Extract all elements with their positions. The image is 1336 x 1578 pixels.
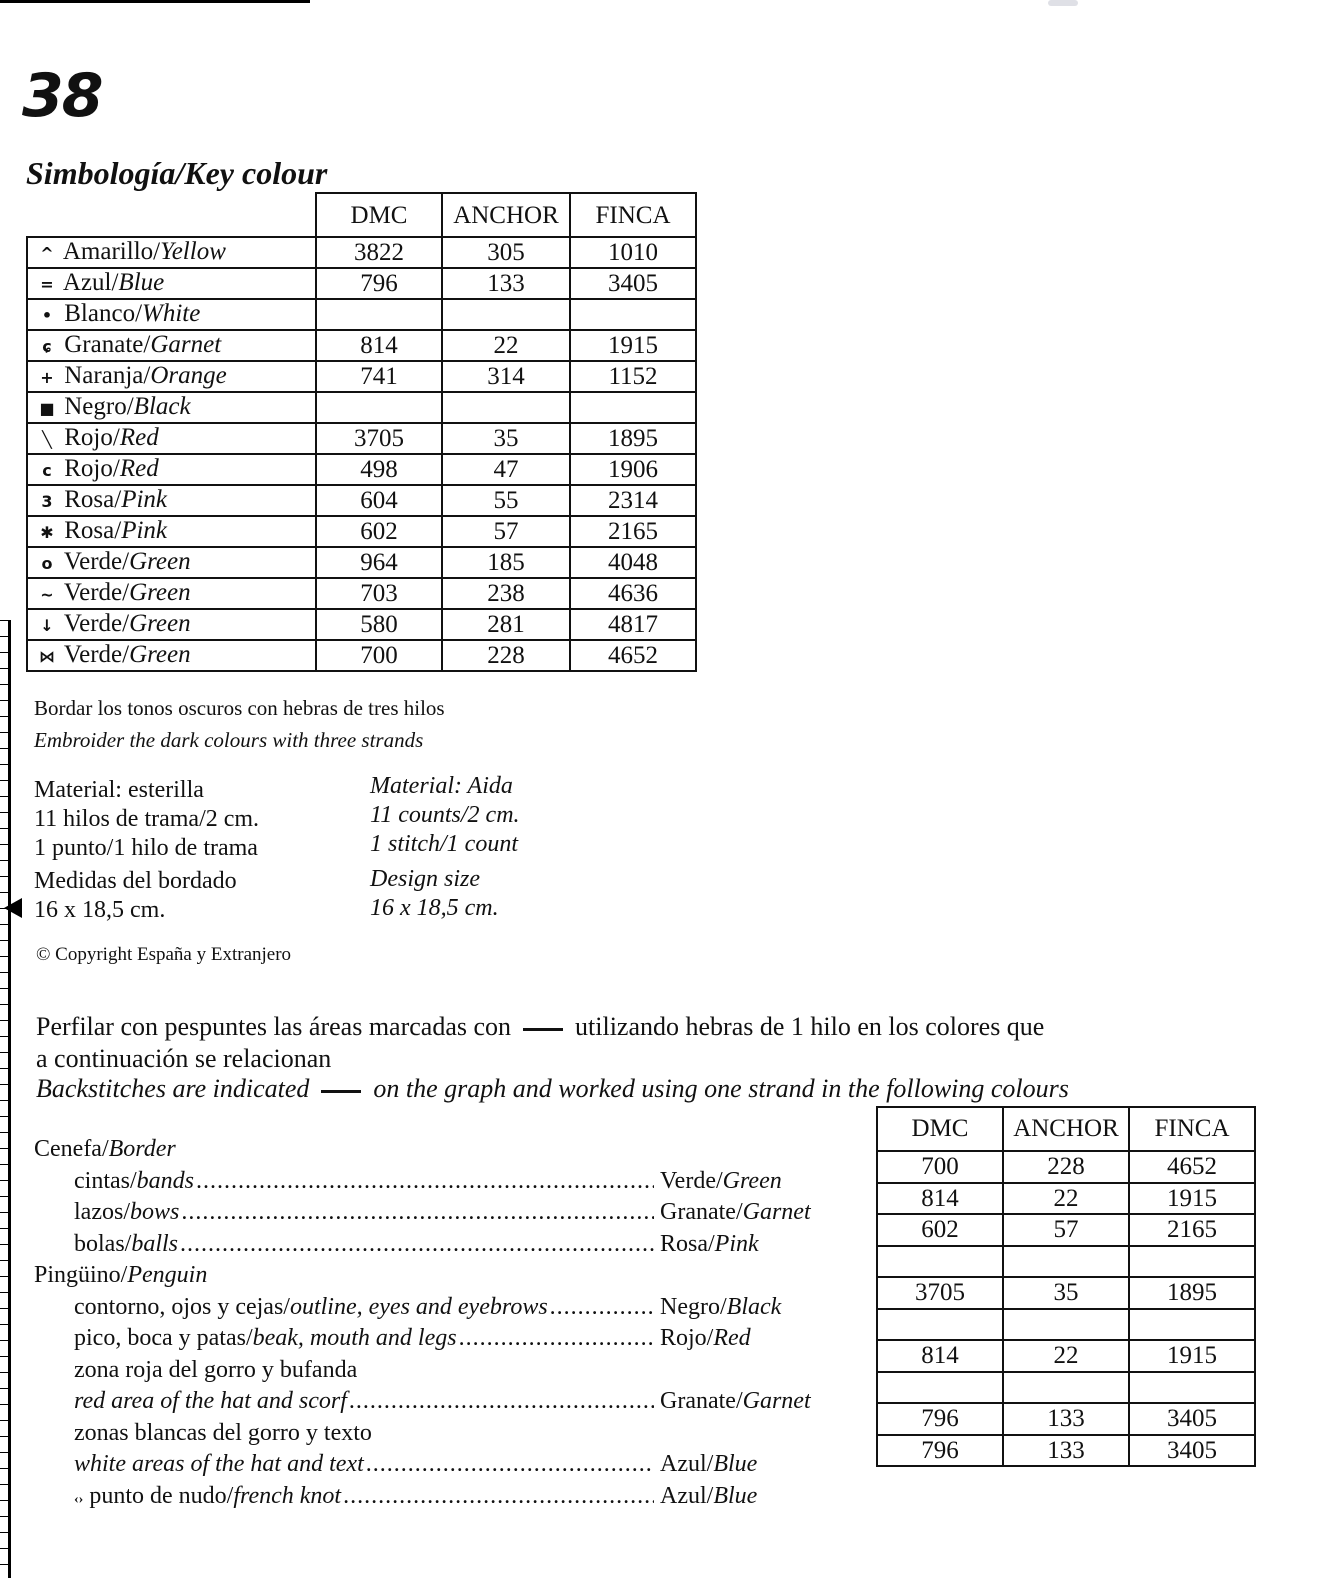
bs-table-row [877, 1183, 1255, 1215]
thread-colour-es: Azul/ [660, 1451, 714, 1477]
anchor-code: 22 [442, 330, 570, 361]
area-es: bolas/ [74, 1230, 132, 1257]
anchor-code: 185 [442, 547, 570, 578]
leader-dots [349, 1386, 654, 1418]
leader-dots [459, 1323, 654, 1355]
bs-table-row [877, 1151, 1255, 1183]
material-en-line: Material: Aida [370, 773, 513, 799]
finca-code: 1915 [1129, 1340, 1255, 1372]
finca-code: 1895 [1129, 1277, 1255, 1309]
backstitch-intro-es-line1 [36, 1012, 1044, 1042]
dmc-code: 3705 [316, 423, 442, 454]
area-es: Pingüino/ [34, 1262, 128, 1288]
anchor-code: 57 [442, 516, 570, 547]
anchor-code: 228 [442, 640, 570, 671]
backstitch-item [34, 1323, 864, 1355]
backstitch-item [34, 1386, 864, 1418]
thread-colour [660, 1292, 781, 1324]
backstitch-item [34, 1481, 864, 1513]
colour-name-es: Azul/ [62, 269, 119, 296]
caret-symbol-icon: ^ [40, 244, 54, 263]
anchor-code: 22 [1003, 1183, 1129, 1215]
bs-table-row [877, 1309, 1255, 1341]
material-en-line: Design size [370, 866, 480, 892]
area-en: bands [136, 1167, 194, 1194]
col-dmc: DMC [316, 193, 442, 237]
material-es-line: Material: esterilla [34, 777, 204, 803]
key-table-row [27, 578, 696, 609]
strands-note-en: Embroider the dark colours with three strands [34, 728, 424, 752]
dmc-code: 703 [316, 578, 442, 609]
backstitch-group [34, 1260, 864, 1292]
dot-symbol-icon: • [41, 306, 53, 325]
dmc-code: 700 [877, 1151, 1003, 1183]
backslash-symbol-icon: ╲ [42, 430, 52, 449]
finca-code: 1906 [570, 454, 696, 485]
material-en [370, 772, 520, 923]
finca-code: 3405 [570, 268, 696, 299]
colour-label [27, 454, 316, 485]
colour-label [27, 392, 316, 423]
dmc-code [316, 392, 442, 423]
intro-text: Perfilar con pespuntes las áreas marcadas con [36, 1012, 512, 1041]
thread-colour-en: Garnet [742, 1388, 811, 1414]
thread-colour-en: Red [713, 1325, 751, 1351]
scan-edge-bar [0, 0, 310, 3]
colour-name-es: Rosa/ [64, 486, 122, 513]
anchor-code: 133 [442, 268, 570, 299]
colour-name-es: Rojo/ [64, 455, 120, 482]
thread-colour-en: Blue [713, 1482, 758, 1509]
material-en-line: 1 stitch/1 count [370, 831, 518, 857]
colour-name-en: Blue [118, 269, 165, 296]
colour-name-en: Green [129, 610, 191, 637]
copyright: © Copyright España y Extranjero [36, 944, 292, 965]
backstitch-item [34, 1166, 864, 1198]
material-en-line: 16 x 18,5 cm. [370, 895, 499, 921]
finca-code [1129, 1309, 1255, 1341]
thread-colour-en: Black [726, 1293, 782, 1320]
header-blank [27, 193, 316, 237]
dmc-code: 498 [316, 454, 442, 485]
leader-dots [196, 1166, 654, 1198]
finca-code: 1915 [1129, 1183, 1255, 1215]
anchor-code [1003, 1309, 1129, 1341]
material-en-line: 11 counts/2 cm. [370, 802, 520, 828]
filled-square-symbol-icon: ■ [39, 399, 55, 418]
anchor-code: 238 [442, 578, 570, 609]
page-number: 38 [22, 61, 102, 131]
dmc-code: 604 [316, 485, 442, 516]
key-table-row [27, 361, 696, 392]
asterisk-symbol-icon: ✱ [40, 523, 54, 542]
bs-table-row [877, 1372, 1255, 1404]
colour-name-en: Red [119, 424, 159, 451]
finca-code: 4652 [1129, 1151, 1255, 1183]
backstitch-item [34, 1292, 864, 1324]
finca-code: 4652 [570, 640, 696, 671]
dmc-code [877, 1372, 1003, 1404]
thread-colour-es: Granate/ [660, 1388, 743, 1414]
thread-colour-es: Azul/ [660, 1482, 714, 1509]
colour-name-es: Amarillo/ [62, 238, 161, 265]
dmc-code: 602 [316, 516, 442, 547]
colour-name-en: Black [133, 393, 191, 420]
anchor-code: 35 [442, 423, 570, 454]
col-finca: FINCA [1129, 1107, 1255, 1151]
bs-table-row [877, 1277, 1255, 1309]
dmc-code: 814 [316, 330, 442, 361]
colour-name-es: Verde/ [63, 641, 130, 668]
key-table-row [27, 392, 696, 423]
backstitch-item [34, 1449, 864, 1481]
finca-code: 2314 [570, 485, 696, 516]
anchor-code [442, 392, 570, 423]
dmc-code: 964 [316, 547, 442, 578]
key-table-row [27, 516, 696, 547]
thread-colour-en: Green [722, 1167, 782, 1194]
bs-table-row [877, 1246, 1255, 1278]
colour-name-es: Granate/ [64, 331, 151, 358]
thread-colour-en: Pink [714, 1230, 759, 1257]
strands-note-es: Bordar los tonos oscuros con hebras de tres hilos [34, 696, 445, 720]
backstitch-table [876, 1106, 1256, 1467]
leader-dots [180, 1229, 654, 1261]
thread-colour [660, 1197, 811, 1229]
area-en: french knot [233, 1482, 342, 1509]
center-marker-arrow-icon [4, 898, 22, 918]
thread-colour [660, 1229, 759, 1261]
anchor-code: 22 [1003, 1340, 1129, 1372]
colour-label [27, 237, 316, 268]
material-es-line: Medidas del bordado [34, 868, 237, 894]
colour-label [27, 640, 316, 671]
colour-name-en: Green [129, 548, 191, 575]
area-en: Border [108, 1136, 176, 1162]
anchor-code: 47 [442, 454, 570, 485]
key-colour-table [26, 192, 697, 672]
backstitch-intro-es-line2: a continuación se relacionan [36, 1044, 332, 1073]
key-colour-title: Simbología/Key colour [26, 155, 328, 191]
dmc-code: 602 [877, 1214, 1003, 1246]
thread-colour [660, 1323, 751, 1355]
backstitch-item [34, 1229, 864, 1261]
anchor-code: 57 [1003, 1214, 1129, 1246]
backstitch-item [34, 1355, 864, 1387]
colour-name-es: Rosa/ [64, 517, 122, 544]
colour-name-en: Garnet [150, 331, 222, 358]
thread-colour-es: Rojo/ [660, 1325, 714, 1351]
dmc-code: 700 [316, 640, 442, 671]
area-es: Cenefa/ [34, 1136, 109, 1162]
scan-smudge [1048, 0, 1078, 6]
area-en: white areas of the hat and text [74, 1451, 364, 1477]
finca-code [1129, 1246, 1255, 1278]
backstitch-item [34, 1197, 864, 1229]
area-es: zona roja del gorro y bufanda [74, 1356, 358, 1383]
tilde-symbol-icon: ~ [40, 585, 54, 604]
backstitch-intro-en [36, 1074, 1069, 1104]
key-table-row [27, 423, 696, 454]
thread-colour-en: Garnet [742, 1199, 811, 1225]
key-table-row [27, 330, 696, 361]
equals-symbol-icon: = [40, 275, 54, 294]
thread-colour [660, 1386, 811, 1418]
dmc-code: 3822 [316, 237, 442, 268]
colour-label [27, 299, 316, 330]
colour-name-es: Negro/ [64, 393, 134, 420]
area-en: outline, eyes and eyebrows [289, 1293, 548, 1320]
backstitch-list [34, 1134, 864, 1512]
dmc-code: 741 [316, 361, 442, 392]
area-es: pico, boca y patas/ [74, 1325, 253, 1351]
material-es-line: 11 hilos de trama/2 cm. [34, 806, 260, 832]
anchor-code [1003, 1372, 1129, 1404]
down-drop-symbol-icon: ↓ [40, 616, 54, 635]
dmc-code: 814 [877, 1183, 1003, 1215]
key-table-row [27, 640, 696, 671]
backstitch-group [34, 1134, 864, 1166]
thread-colour-en: Blue [713, 1451, 758, 1477]
dmc-code: 796 [877, 1435, 1003, 1467]
binding-edge-ticks [0, 620, 8, 1578]
dmc-code: 796 [877, 1403, 1003, 1435]
colour-label [27, 516, 316, 547]
area-es: contorno, ojos y cejas/ [74, 1293, 290, 1320]
colour-name-es: Blanco/ [64, 300, 143, 327]
finca-code: 1010 [570, 237, 696, 268]
colour-name-en: Green [129, 579, 191, 606]
finca-code: 4048 [570, 547, 696, 578]
backstitch-line-icon [321, 1090, 361, 1093]
leader-dots [343, 1481, 654, 1516]
backstitch-item [34, 1418, 864, 1450]
colour-name-es: Verde/ [63, 610, 130, 637]
area-en: red area of the hat and scorf [74, 1388, 347, 1414]
dmc-code [316, 299, 442, 330]
finca-code: 2165 [570, 516, 696, 547]
col-anchor: ANCHOR [1003, 1107, 1129, 1151]
finca-code [570, 392, 696, 423]
key-table-row [27, 547, 696, 578]
plus-symbol-icon: + [40, 368, 54, 387]
area-en: bows [129, 1199, 180, 1225]
anchor-code: 35 [1003, 1277, 1129, 1309]
material-es-line: 1 punto/1 hilo de trama [34, 835, 258, 861]
intro-text: on the graph and worked using one strand in the following colours [373, 1074, 1069, 1103]
anchor-code [1003, 1246, 1129, 1278]
finca-code [1129, 1372, 1255, 1404]
area-es: lazos/ [74, 1199, 130, 1225]
thread-colour-es: Granate/ [660, 1199, 743, 1225]
colour-label [27, 485, 316, 516]
colour-label [27, 361, 316, 392]
thread-colour [660, 1481, 757, 1513]
area-en: beak, mouth and legs [252, 1325, 457, 1351]
leader-dots [366, 1449, 654, 1481]
letter-c-symbol-icon: c [42, 461, 52, 480]
bs-table-header [877, 1107, 1255, 1151]
anchor-code: 55 [442, 485, 570, 516]
bs-table-row [877, 1435, 1255, 1467]
backstitch-line-icon [523, 1028, 563, 1031]
colour-name-en: White [142, 300, 201, 327]
colour-label [27, 609, 316, 640]
finca-code: 3405 [1129, 1435, 1255, 1467]
colour-name-en: Red [119, 455, 159, 482]
key-table-row [27, 485, 696, 516]
anchor-code: 305 [442, 237, 570, 268]
colour-name-es: Rojo/ [64, 424, 120, 451]
area-en: balls [131, 1230, 179, 1257]
col-dmc: DMC [877, 1107, 1003, 1151]
finca-code: 1915 [570, 330, 696, 361]
key-table-row [27, 268, 696, 299]
key-table-row [27, 609, 696, 640]
dmc-code: 3705 [877, 1277, 1003, 1309]
finca-code: 2165 [1129, 1214, 1255, 1246]
finca-code: 3405 [1129, 1403, 1255, 1435]
colour-label [27, 268, 316, 299]
intro-text: Backstitches are indicated [36, 1074, 310, 1103]
thread-colour-es: Rosa/ [660, 1230, 715, 1257]
c-hook-symbol-icon: ɕ [42, 337, 52, 356]
colour-name-es: Verde/ [63, 548, 130, 575]
key-table-row [27, 299, 696, 330]
anchor-code: 133 [1003, 1403, 1129, 1435]
leader-dots [181, 1197, 654, 1229]
french-knot-symbol-icon: ‹› [74, 1491, 84, 1507]
finca-code: 4817 [570, 609, 696, 640]
thread-colour [660, 1449, 757, 1481]
material-es-line: 16 x 18,5 cm. [34, 897, 166, 923]
colour-label [27, 330, 316, 361]
finca-code: 4636 [570, 578, 696, 609]
colour-name-en: Pink [121, 517, 168, 544]
dmc-code: 814 [877, 1340, 1003, 1372]
area-es: cintas/ [74, 1167, 137, 1194]
dmc-code [877, 1309, 1003, 1341]
binding-edge-rule [8, 620, 11, 1578]
col-anchor: ANCHOR [442, 193, 570, 237]
leader-dots [550, 1292, 654, 1324]
key-table-row [27, 454, 696, 485]
anchor-code: 281 [442, 609, 570, 640]
circle-symbol-icon: o [41, 554, 53, 573]
colour-name-en: Green [129, 641, 191, 668]
bs-table-row [877, 1403, 1255, 1435]
area-es: zonas blancas del gorro y texto [74, 1419, 372, 1446]
colour-label [27, 547, 316, 578]
dmc-code [877, 1246, 1003, 1278]
key-table-row [27, 237, 696, 268]
colour-name-en: Pink [121, 486, 168, 513]
thread-colour-es: Negro/ [660, 1293, 727, 1320]
digit-3-symbol-icon: 3 [41, 492, 53, 511]
anchor-code [442, 299, 570, 330]
colour-name-es: Verde/ [63, 579, 130, 606]
finca-code: 1895 [570, 423, 696, 454]
thread-colour-es: Verde/ [660, 1167, 723, 1194]
colour-name-en: Orange [150, 362, 227, 389]
anchor-code: 133 [1003, 1435, 1129, 1467]
anchor-code: 228 [1003, 1151, 1129, 1183]
bowtie-symbol-icon: ⋈ [39, 647, 55, 666]
area-es: punto de nudo/ [89, 1482, 234, 1509]
material-es [34, 776, 259, 925]
key-table-header [27, 193, 696, 237]
area-en: Penguin [127, 1262, 208, 1288]
colour-name-es: Naranja/ [64, 362, 151, 389]
finca-code [570, 299, 696, 330]
bs-table-row [877, 1214, 1255, 1246]
dmc-code: 796 [316, 268, 442, 299]
col-finca: FINCA [570, 193, 696, 237]
finca-code: 1152 [570, 361, 696, 392]
intro-text: utilizando hebras de 1 hilo en los colores que [575, 1012, 1045, 1041]
bs-table-row [877, 1340, 1255, 1372]
colour-name-en: Yellow [160, 238, 226, 265]
dmc-code: 580 [316, 609, 442, 640]
anchor-code: 314 [442, 361, 570, 392]
colour-label [27, 423, 316, 454]
colour-label [27, 578, 316, 609]
thread-colour [660, 1166, 782, 1198]
